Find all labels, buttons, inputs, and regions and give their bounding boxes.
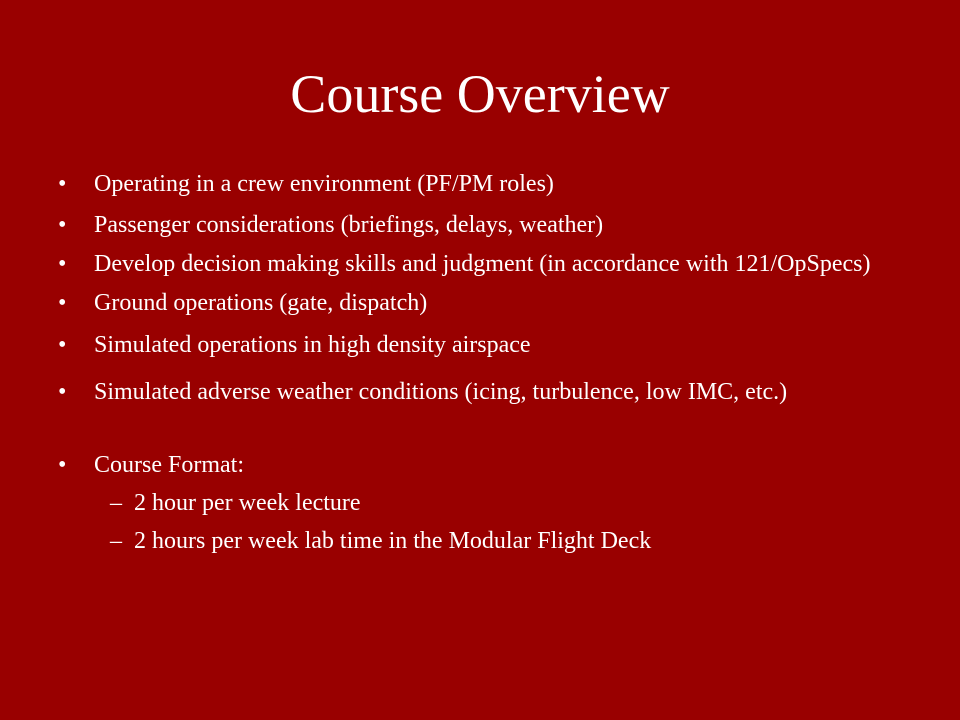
format-sub-list — [94, 489, 908, 555]
bullet-text: Ground operations (gate, dispatch) — [94, 290, 428, 316]
bullet-icon: • — [58, 212, 67, 238]
bullet-icon: • — [58, 290, 67, 316]
bullet-icon: • — [58, 379, 67, 405]
bullet-item — [58, 211, 908, 239]
bullet-icon: • — [58, 251, 67, 277]
bullet-text: Simulated adverse weather conditions (icing, turbulence, low IMC, etc.) — [94, 379, 788, 405]
bullet-icon: • — [58, 452, 67, 478]
format-sub-text: 2 hour per week lecture — [134, 490, 361, 516]
dash-icon: – — [110, 490, 122, 516]
bullet-text: Simulated operations in high density airspace — [94, 332, 531, 358]
format-sub-item — [58, 527, 908, 555]
format-sub-text: 2 hours per week lab time in the Modular Flight Deck — [134, 528, 652, 554]
dash-icon: – — [110, 528, 122, 554]
bullet-text: Course Format: — [94, 452, 244, 478]
bullet-list — [58, 170, 908, 565]
bullet-item — [58, 373, 908, 411]
format-sub-item — [58, 489, 908, 517]
slide-title: Course Overview — [290, 64, 670, 124]
bullet-text: Passenger considerations (briefings, delays, weather) — [94, 212, 604, 238]
bullet-item — [58, 170, 908, 198]
bullet-item-course-format — [58, 451, 908, 555]
bullet-icon: • — [58, 332, 67, 358]
bullet-text: Operating in a crew environment (PF/PM roles) — [94, 171, 554, 197]
bullet-icon: • — [58, 171, 67, 197]
bullet-item — [58, 289, 908, 317]
bullet-item — [58, 252, 908, 276]
bullet-text: Develop decision making skills and judgment (in accordance with 121/OpSpecs) — [94, 251, 871, 277]
bullet-item — [58, 331, 908, 359]
